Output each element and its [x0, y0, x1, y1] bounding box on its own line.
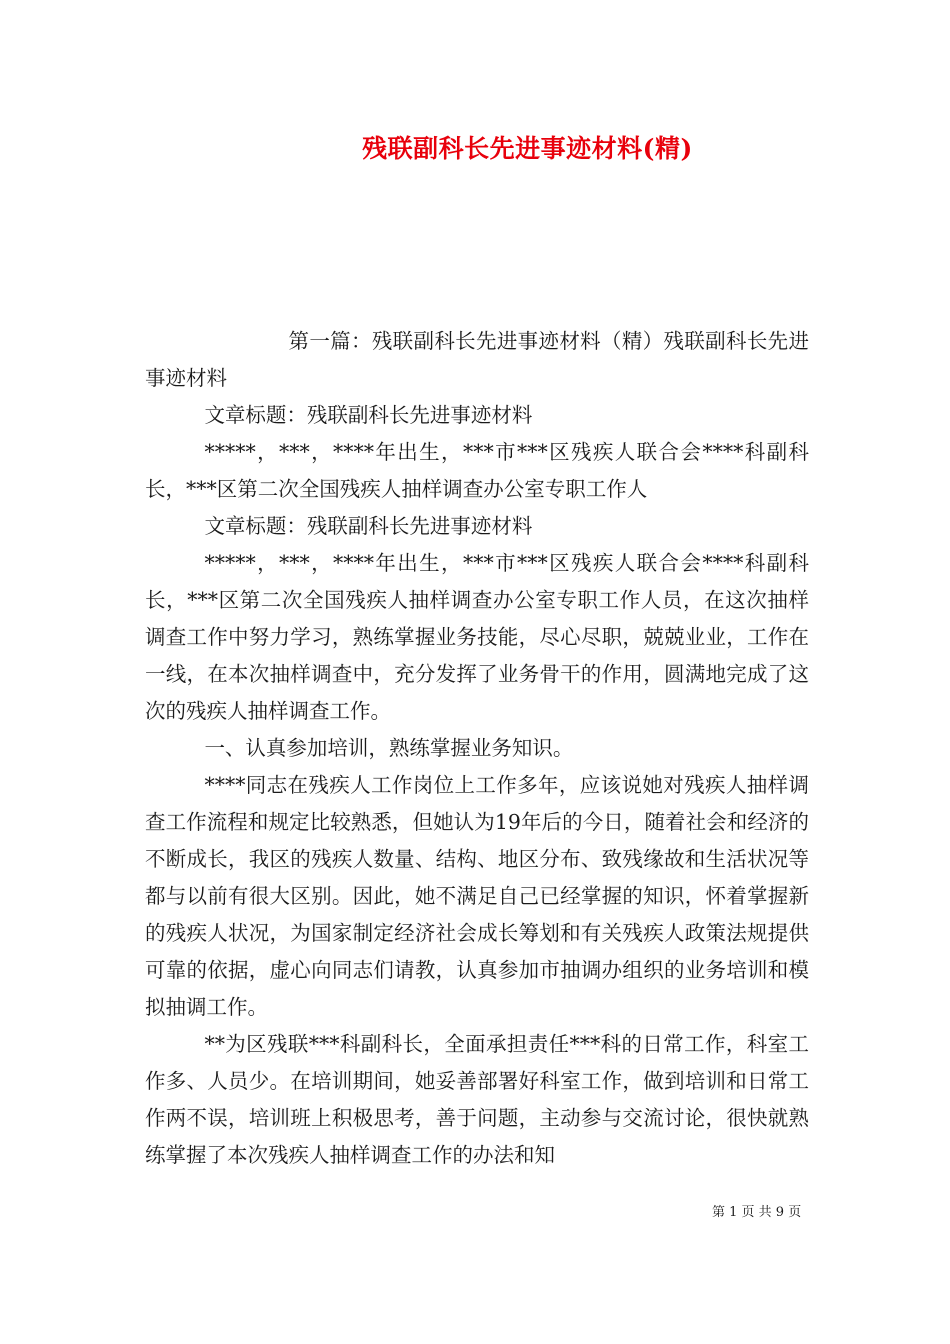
paragraph-intro: *****，***，****年出生，***市***区残疾人联合会****科副科长，***区第二次全国残疾人抽样调查办公室专职工作人员，在这次抽样调查工作中努力学习，熟练掌握业务技能，尽心尽职，兢兢业业，工作在一线，在本次抽样调查中，充分发挥了业务骨干的作用，圆满地完成了这次的残疾人抽样调查工作。 [145, 551, 809, 723]
paragraph-article-title-repeat: 文章标题：残联副科长先进事迹材料 [204, 514, 533, 538]
paragraph-training: ****同志在残疾人工作岗位上工作多年，应该说她对残疾人抽样调查工作流程和规定比较熟悉，但她认为19年后的今日，随着社会和经济的不断成长，我区的残疾人数量、结构、地区分布、致残缘故和生活状况等都与以前有很大区别。因此，她不满足自己已经掌握的知识，怀着掌握新的残疾人状况，为国家制定经济社会成长筹划和有关残疾人政策法规提供可靠的依据，虚心向同志们请教，认真参加市抽调办组织的业务培训和模拟抽调工作。 [145, 773, 809, 1019]
document-body [145, 323, 809, 1174]
paragraph-article-title: 文章标题：残联副科长先进事迹材料 [204, 403, 533, 427]
document-title: 残联副科长先进事迹材料(精) [362, 134, 693, 163]
paragraph-intro-short: *****，***，****年出生，***市***区残疾人联合会****科副科长，***区第二次全国残疾人抽样调查办公室专职工作人 [145, 440, 809, 501]
paragraph-heading: 第一篇：残联副科长先进事迹材料（精）残联副科长先进事迹材料 [145, 329, 809, 390]
paragraph-daily-work: **为区残联***科副科长，全面承担责任***科的日常工作，科室工作多、人员少。在培训期间，她妥善部署好科室工作，做到培训和日常工作两不误，培训班上积极思考，善于问题，主动参与交流讨论，很快就熟练掌握了本次残疾人抽样调查工作的办法和知 [145, 1032, 809, 1167]
paragraph-section-heading: 一、认真参加培训，熟练掌握业务知识。 [204, 736, 574, 760]
page-footer: 第 1 页 共 9 页 [712, 1205, 802, 1220]
